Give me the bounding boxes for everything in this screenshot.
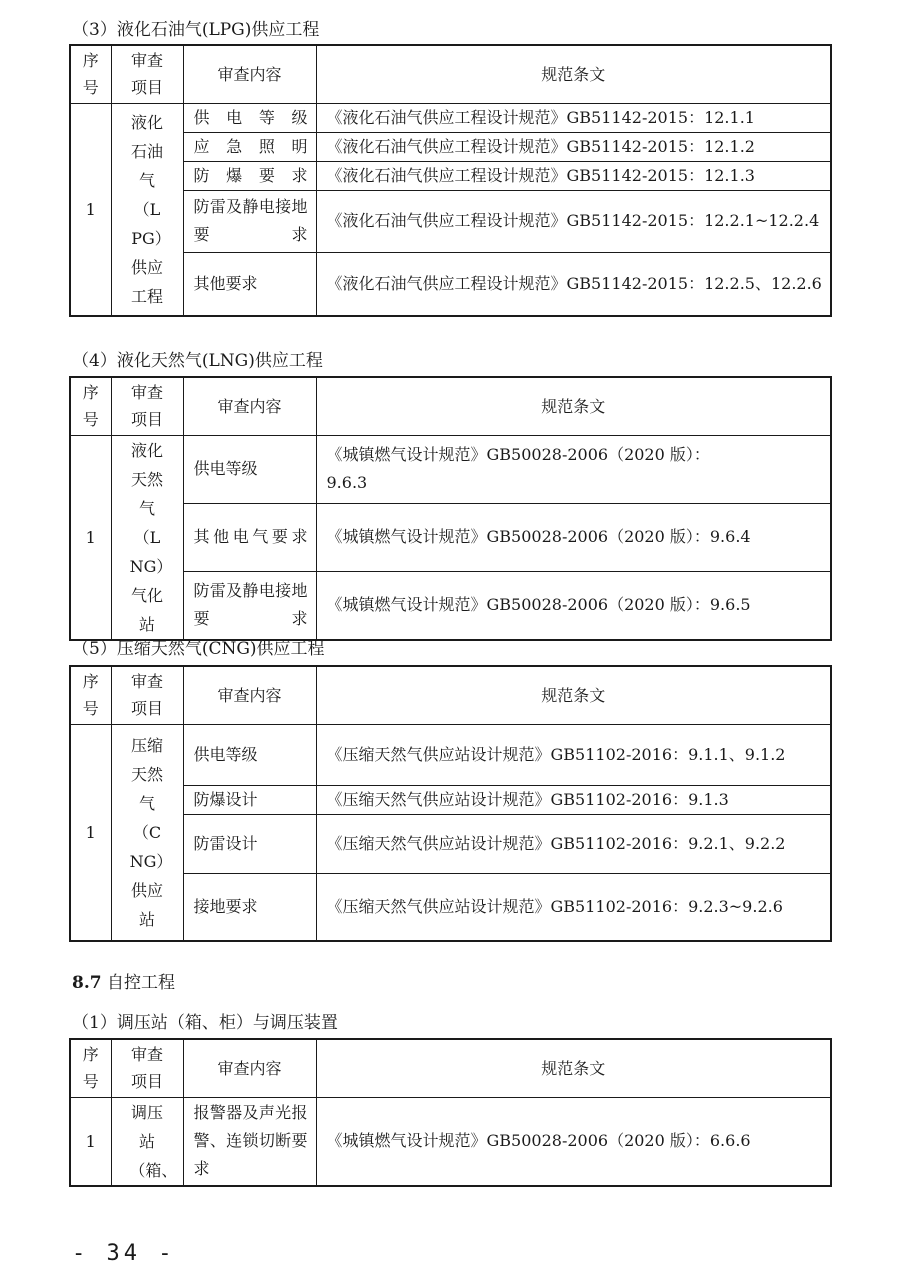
table-row [70,190,831,252]
table-row [70,161,831,190]
review-item: 压缩天然气（CNG）供应站 [111,724,183,941]
header-spec: 规范条文 [316,666,831,724]
header-item: 审查项目 [111,45,183,103]
table-header-row [70,1039,831,1097]
table-row [70,503,831,571]
table-row [70,785,831,814]
header-no: 序号 [70,1039,111,1097]
spec-clause: 《城镇燃气设计规范》GB50028-2006（2020 版）：9.6.4 [316,503,831,571]
table-regulator [69,1038,832,1187]
spec-clause: 《城镇燃气设计规范》GB50028-2006（2020 版）：9.6.5 [316,571,831,639]
spec-clause: 《液化石油气供应工程设计规范》GB51142-2015：12.1.2 [316,132,831,161]
table-row [70,252,831,316]
header-spec: 规范条文 [316,45,831,103]
table-row [70,103,831,132]
row-number: 1 [70,435,111,640]
header-no: 序号 [70,377,111,435]
table-row [70,132,831,161]
review-content: 防爆设计 [183,785,316,814]
table-row [70,724,831,785]
review-content: 防雷设计 [183,814,316,873]
section-number: 8.7 [72,973,102,993]
header-item: 审查项目 [111,1039,183,1097]
review-content: 其他要求 [183,252,316,316]
header-spec: 规范条文 [316,377,831,435]
review-item: 液化石油气（LPG）供应工程 [111,103,183,316]
header-no: 序号 [70,666,111,724]
page-number: - 34 - [72,1241,176,1266]
review-content: 防雷及静电接地要求 [183,190,316,252]
header-spec: 规范条文 [316,1039,831,1097]
table-lng [69,376,832,641]
header-content: 审查内容 [183,377,316,435]
section-title-regulator: （1）调压站（箱、柜）与调压装置 [72,1013,338,1033]
spec-clause: 《城镇燃气设计规范》GB50028-2006（2020 版）：9.6.3 [316,435,831,503]
spec-clause: 《液化石油气供应工程设计规范》GB51142-2015：12.2.5、12.2.6 [316,252,831,316]
review-content: 防雷及静电接地要求 [183,571,316,639]
row-number: 1 [70,1097,111,1186]
header-no: 序号 [70,45,111,103]
table-header-row [70,377,831,435]
section-title: 自控工程 [106,973,175,993]
spec-clause: 《城镇燃气设计规范》GB50028-2006（2020 版）：6.6.6 [316,1097,831,1186]
review-content: 其他电气要求 [183,503,316,571]
table-row [70,571,831,639]
table-row [70,873,831,941]
section-title-lng: （4）液化天然气(LNG)供应工程 [72,351,323,371]
spec-clause: 《液化石油气供应工程设计规范》GB51142-2015：12.1.3 [316,161,831,190]
table-header-row [70,666,831,724]
table-header-row [70,45,831,103]
spec-clause: 《液化石油气供应工程设计规范》GB51142-2015：12.2.1~12.2.4 [316,190,831,252]
spec-clause: 《液化石油气供应工程设计规范》GB51142-2015：12.1.1 [316,103,831,132]
review-item: 液化天然气（LNG）气化站 [111,435,183,640]
spec-clause: 《压缩天然气供应站设计规范》GB51102-2016：9.1.1、9.1.2 [316,724,831,785]
table-cng [69,665,832,942]
spec-clause: 《压缩天然气供应站设计规范》GB51102-2016：9.1.3 [316,785,831,814]
spec-clause: 《压缩天然气供应站设计规范》GB51102-2016：9.2.1、9.2.2 [316,814,831,873]
header-item: 审查项目 [111,377,183,435]
header-content: 审查内容 [183,666,316,724]
section-heading-8-7 [72,972,175,994]
header-item: 审查项目 [111,666,183,724]
table-row [70,1097,831,1186]
review-content: 供电等级 [183,103,316,132]
review-item: 调压站（箱、 [111,1097,183,1186]
review-content: 应急照明 [183,132,316,161]
row-number: 1 [70,724,111,941]
header-content: 审查内容 [183,1039,316,1097]
spec-clause: 《压缩天然气供应站设计规范》GB51102-2016：9.2.3~9.2.6 [316,873,831,941]
table-row [70,814,831,873]
review-content: 供电等级 [183,435,316,503]
header-content: 审查内容 [183,45,316,103]
table-lpg [69,44,832,317]
review-content: 报警器及声光报警、连锁切断要求 [183,1097,316,1186]
review-content: 供电等级 [183,724,316,785]
section-title-lpg: （3）液化石油气(LPG)供应工程 [72,20,320,40]
row-number: 1 [70,103,111,316]
section-title-cng: （5）压缩天然气(CNG)供应工程 [72,639,325,659]
review-content: 防爆要求 [183,161,316,190]
table-row [70,435,831,503]
review-content: 接地要求 [183,873,316,941]
